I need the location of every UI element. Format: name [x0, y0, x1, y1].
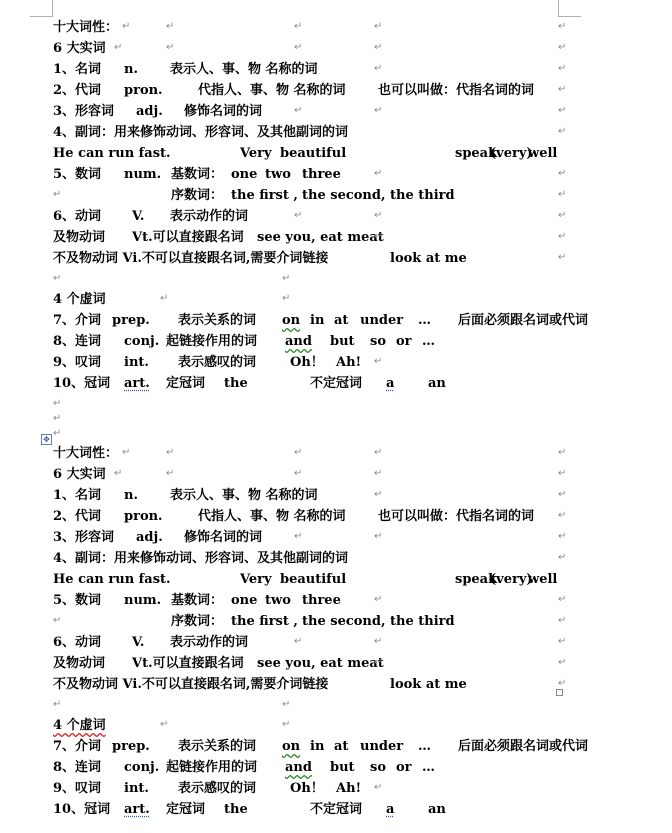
pronoun-abbr: pron.: [124, 83, 163, 98]
preposition-abbr: prep.: [112, 739, 150, 754]
pronoun-abbr: pron.: [124, 509, 163, 524]
adverb-desc: 4、副词：用来修饰动词、形容词、及其他副词的词: [53, 551, 349, 566]
ordinal-line: [0, 612, 672, 632]
article-a: a: [386, 376, 395, 391]
interjection-label: 9、叹词: [53, 781, 102, 796]
article-line: [0, 800, 672, 820]
article-abbr: art.: [124, 802, 150, 817]
paragraph-mark-icon: [374, 530, 382, 544]
paragraph-mark-icon: [160, 718, 168, 732]
verb-abbr: V.: [132, 635, 145, 650]
conj-or: or: [396, 760, 412, 775]
vt-line: [0, 228, 672, 248]
conj-but: but: [330, 334, 355, 349]
noun-label: 1、名词: [53, 62, 102, 77]
paragraph-mark-icon: [558, 467, 566, 481]
paragraph-mark-icon: [282, 292, 290, 306]
paragraph-mark-icon: [374, 62, 382, 76]
noun-abbr: n.: [124, 62, 138, 77]
cardinal-two: two: [265, 593, 291, 608]
verb-desc: 表示动作的词: [170, 209, 249, 224]
conjunction-label: 8、连词: [53, 760, 102, 775]
pronoun-note: 也可以叫做：代指名词的词: [378, 509, 535, 524]
conjunction-abbr: conj.: [124, 760, 160, 775]
numeral-label: 5、数词: [53, 167, 102, 182]
interjection-abbr: int.: [124, 355, 149, 370]
paragraph-mark-icon: [558, 488, 566, 502]
paragraph-mark-icon: [558, 20, 566, 34]
paragraph-mark-icon: [558, 446, 566, 460]
paragraph-mark-icon: [374, 781, 382, 795]
numeral-abbr: num.: [124, 167, 162, 182]
conjunction-line: [0, 758, 672, 778]
conjunction-abbr: conj.: [124, 334, 160, 349]
article-label: 10、冠词: [53, 802, 111, 817]
interjection-desc: 表示感叹的词: [178, 781, 257, 796]
vi-desc: 不及物动词 Vi.不可以直接跟名词,需要介词链接: [53, 251, 329, 266]
conj-but: but: [330, 760, 355, 775]
example-speak: speak: [455, 572, 498, 587]
empty-line: [0, 696, 672, 716]
example-line: [0, 144, 672, 164]
cardinal-three: three: [302, 167, 341, 182]
cardinal-two: two: [265, 167, 291, 182]
paragraph-mark-icon: [558, 530, 566, 544]
title-line: [0, 18, 672, 38]
adverb-line: [0, 549, 672, 569]
paragraph-mark-icon: [122, 446, 130, 460]
example-beautiful: beautiful: [280, 146, 347, 161]
paragraph-mark-icon: [53, 397, 61, 411]
example-very: Very: [240, 572, 272, 587]
vt-label: 及物动词: [53, 656, 106, 671]
ordinal-first: the first ,: [231, 614, 298, 629]
article-an: an: [428, 376, 446, 391]
interjection-line: [0, 353, 672, 373]
paragraph-mark-icon: [374, 355, 382, 369]
example-line: [0, 570, 672, 590]
pronoun-label: 2、代词: [53, 509, 102, 524]
paragraph-mark-icon: [558, 551, 566, 565]
function-words-heading: 4 个虚词: [53, 718, 106, 733]
paragraph-mark-icon: [558, 230, 566, 244]
interj-oh: Oh！: [290, 781, 324, 796]
paragraph-mark-icon: [166, 41, 174, 55]
paragraph-mark-icon: [374, 209, 382, 223]
preposition-desc: 表示关系的词: [178, 313, 257, 328]
paragraph-mark-icon: [282, 718, 290, 732]
article-the: the: [224, 802, 248, 817]
vt-example: see you, eat meat: [257, 230, 384, 245]
paragraph-mark-icon: [160, 292, 168, 306]
adverb-line: [0, 123, 672, 143]
noun-abbr: n.: [124, 488, 138, 503]
ordinal-label: 序数词：: [171, 614, 224, 629]
example-well: well: [528, 572, 558, 587]
paragraph-mark-icon: [294, 530, 302, 544]
paragraph-mark-icon: [374, 593, 382, 607]
adjective-desc: 修饰名词的词: [184, 104, 263, 119]
paragraph-mark-icon: [294, 635, 302, 649]
prep-dots: …: [418, 739, 431, 754]
adjective-desc: 修饰名词的词: [184, 530, 263, 545]
verb-desc: 表示动作的词: [170, 635, 249, 650]
paragraph-mark-icon: [558, 251, 566, 265]
preposition-label: 7、介词: [53, 313, 102, 328]
prep-on: on: [282, 313, 301, 328]
prep-in: in: [310, 739, 325, 754]
verb-label: 6、动词: [53, 209, 102, 224]
indefinite-article-label: 不定冠词: [310, 802, 363, 817]
preposition-line: [0, 311, 672, 331]
paragraph-mark-icon: [374, 446, 382, 460]
paragraph-mark-icon: [374, 167, 382, 181]
noun-line: [0, 486, 672, 506]
paragraph-mark-icon: [166, 20, 174, 34]
verb-line: [0, 207, 672, 227]
conj-so: so: [370, 760, 386, 775]
cardinal-label: 基数词：: [171, 167, 224, 182]
paragraph-mark-icon: [558, 614, 566, 628]
example-sentence: He can run fast.: [53, 572, 171, 587]
article-line: [0, 374, 672, 394]
article-abbr: art.: [124, 376, 150, 391]
paragraph-mark-icon: [374, 635, 382, 649]
paragraph-mark-icon: [294, 446, 302, 460]
real-words-heading: 6 大实词: [53, 467, 106, 482]
title-line: [0, 444, 672, 464]
ordinal-rest: the second, the third: [302, 614, 455, 629]
article-label: 10、冠词: [53, 376, 111, 391]
vi-desc: 不及物动词 Vi.不可以直接跟名词,需要介词链接: [53, 677, 329, 692]
preposition-label: 7、介词: [53, 739, 102, 754]
numeral-abbr: num.: [124, 593, 162, 608]
interjection-line: [0, 779, 672, 799]
cardinal-label: 基数词：: [171, 593, 224, 608]
interjection-abbr: int.: [124, 781, 149, 796]
paragraph-mark-icon: [558, 104, 566, 118]
noun-line: [0, 60, 672, 80]
ordinal-rest: the second, the third: [302, 188, 455, 203]
paragraph-mark-icon: [294, 41, 302, 55]
noun-desc: 表示人、事、物 名称的词: [170, 62, 318, 77]
pronoun-desc: 代指人、事、物 名称的词: [198, 83, 346, 98]
empty-line: [0, 270, 672, 290]
paragraph-mark-icon: [294, 104, 302, 118]
paragraph-mark-icon: [374, 230, 382, 244]
prep-under: under: [360, 313, 404, 328]
interjection-label: 9、叹词: [53, 355, 102, 370]
ordinal-label: 序数词：: [171, 188, 224, 203]
numeral-line: [0, 591, 672, 611]
vt-abbr: Vt.可以直接跟名词: [132, 230, 244, 245]
vi-line: [0, 249, 672, 269]
paragraph-mark-icon: [374, 41, 382, 55]
noun-desc: 表示人、事、物 名称的词: [170, 488, 318, 503]
cardinal-three: three: [302, 593, 341, 608]
cardinal-one: one: [231, 167, 258, 182]
vi-example: look at me: [390, 677, 467, 692]
vi-line: [0, 675, 672, 695]
paragraph-mark-icon: [558, 83, 566, 97]
vi-example: look at me: [390, 251, 467, 266]
pronoun-label: 2、代词: [53, 83, 102, 98]
paragraph-mark-icon: [558, 509, 566, 523]
margin-corner-left: [30, 0, 53, 17]
definite-article-label: 定冠词: [166, 376, 206, 391]
article-the: the: [224, 376, 248, 391]
paragraph-mark-icon: [558, 167, 566, 181]
pronoun-line: [0, 507, 672, 527]
doc-title: 十大词性：: [53, 20, 119, 35]
interjection-desc: 表示感叹的词: [178, 355, 257, 370]
paragraph-mark-icon: [558, 41, 566, 55]
conj-and: and: [285, 760, 312, 775]
paragraph-mark-icon: [558, 656, 566, 670]
vt-abbr: Vt.可以直接跟名词: [132, 656, 244, 671]
paragraph-mark-icon: [53, 427, 61, 441]
paragraph-mark-icon: [294, 20, 302, 34]
definite-article-label: 定冠词: [166, 802, 206, 817]
conj-dots: …: [422, 760, 435, 775]
paragraph-mark-icon: [558, 677, 566, 691]
function-words-heading: 4 个虚词: [53, 292, 106, 307]
paragraph-mark-icon: [558, 635, 566, 649]
preposition-note: 后面必须跟名词或代词: [458, 313, 589, 328]
conj-and: and: [285, 334, 312, 349]
paragraph-mark-icon: [122, 20, 130, 34]
real-words-heading: 6 大实词: [53, 41, 106, 56]
example-very-paren: (very): [490, 146, 533, 161]
conjunction-desc: 起链接作用的词: [166, 334, 258, 349]
interj-oh: Oh！: [290, 355, 324, 370]
article-a: a: [386, 802, 395, 817]
doc-title: 十大词性：: [53, 446, 119, 461]
conjunction-line: [0, 332, 672, 352]
margin-corner-right: [558, 0, 581, 17]
table-move-handle-icon[interactable]: ✥: [41, 434, 52, 445]
paragraph-mark-icon: [53, 272, 61, 286]
prep-on: on: [282, 739, 301, 754]
paragraph-mark-icon: [558, 188, 566, 202]
example-sentence: He can run fast.: [53, 146, 171, 161]
article-an: an: [428, 802, 446, 817]
paragraph-mark-icon: [53, 698, 61, 712]
paragraph-mark-icon: [374, 488, 382, 502]
paragraph-mark-icon: [166, 446, 174, 460]
paragraph-mark-icon: [53, 412, 61, 426]
paragraph-mark-icon: [558, 125, 566, 139]
preposition-desc: 表示关系的词: [178, 739, 257, 754]
vt-line: [0, 654, 672, 674]
adjective-label: 3、形容词: [53, 530, 115, 545]
paragraph-mark-icon: [294, 209, 302, 223]
paragraph-mark-icon: [53, 188, 61, 202]
prep-in: in: [310, 313, 325, 328]
paragraph-mark-icon: [374, 467, 382, 481]
adjective-label: 3、形容词: [53, 104, 115, 119]
adjective-abbr: adj.: [136, 530, 163, 545]
prep-dots: …: [418, 313, 431, 328]
ordinal-line: [0, 186, 672, 206]
vt-example: see you, eat meat: [257, 656, 384, 671]
paragraph-mark-icon: [166, 467, 174, 481]
paragraph-mark-icon: [282, 272, 290, 286]
example-very: Very: [240, 146, 272, 161]
paragraph-mark-icon: [53, 614, 61, 628]
paragraph-mark-icon: [114, 467, 122, 481]
conj-dots: …: [422, 334, 435, 349]
adjective-line: [0, 528, 672, 548]
prep-at: at: [334, 739, 349, 754]
paragraph-mark-icon: [282, 698, 290, 712]
real-words-line: [0, 465, 672, 485]
example-beautiful: beautiful: [280, 572, 347, 587]
example-very-paren: (very): [490, 572, 533, 587]
paragraph-mark-icon: [558, 593, 566, 607]
verb-abbr: V.: [132, 209, 145, 224]
real-words-line: [0, 39, 672, 59]
prep-under: under: [360, 739, 404, 754]
numeral-label: 5、数词: [53, 593, 102, 608]
function-words-line: [0, 716, 672, 736]
paragraph-mark-icon: [294, 467, 302, 481]
function-words-line: [0, 290, 672, 310]
indefinite-article-label: 不定冠词: [310, 376, 363, 391]
pronoun-desc: 代指人、事、物 名称的词: [198, 509, 346, 524]
preposition-note: 后面必须跟名词或代词: [458, 739, 589, 754]
adjective-line: [0, 102, 672, 122]
conj-so: so: [370, 334, 386, 349]
vt-label: 及物动词: [53, 230, 106, 245]
ordinal-first: the first ,: [231, 188, 298, 203]
paragraph-mark-icon: [558, 209, 566, 223]
prep-at: at: [334, 313, 349, 328]
pronoun-line: [0, 81, 672, 101]
conjunction-label: 8、连词: [53, 334, 102, 349]
paragraph-mark-icon: [374, 20, 382, 34]
interj-ah: Ah!: [336, 781, 362, 796]
interj-ah: Ah!: [336, 355, 362, 370]
paragraph-mark-icon: [374, 656, 382, 670]
preposition-abbr: prep.: [112, 313, 150, 328]
paragraph-mark-icon: [558, 62, 566, 76]
conjunction-desc: 起链接作用的词: [166, 760, 258, 775]
numeral-line: [0, 165, 672, 185]
adjective-abbr: adj.: [136, 104, 163, 119]
noun-label: 1、名词: [53, 488, 102, 503]
pronoun-note: 也可以叫做：代指名词的词: [378, 83, 535, 98]
preposition-line: [0, 737, 672, 757]
paragraph-mark-icon: [114, 41, 122, 55]
example-well: well: [528, 146, 558, 161]
verb-line: [0, 633, 672, 653]
paragraph-mark-icon: [374, 104, 382, 118]
conj-or: or: [396, 334, 412, 349]
adverb-desc: 4、副词：用来修饰动词、形容词、及其他副词的词: [53, 125, 349, 140]
cardinal-one: one: [231, 593, 258, 608]
empty-line: [0, 425, 672, 445]
verb-label: 6、动词: [53, 635, 102, 650]
example-speak: speak: [455, 146, 498, 161]
